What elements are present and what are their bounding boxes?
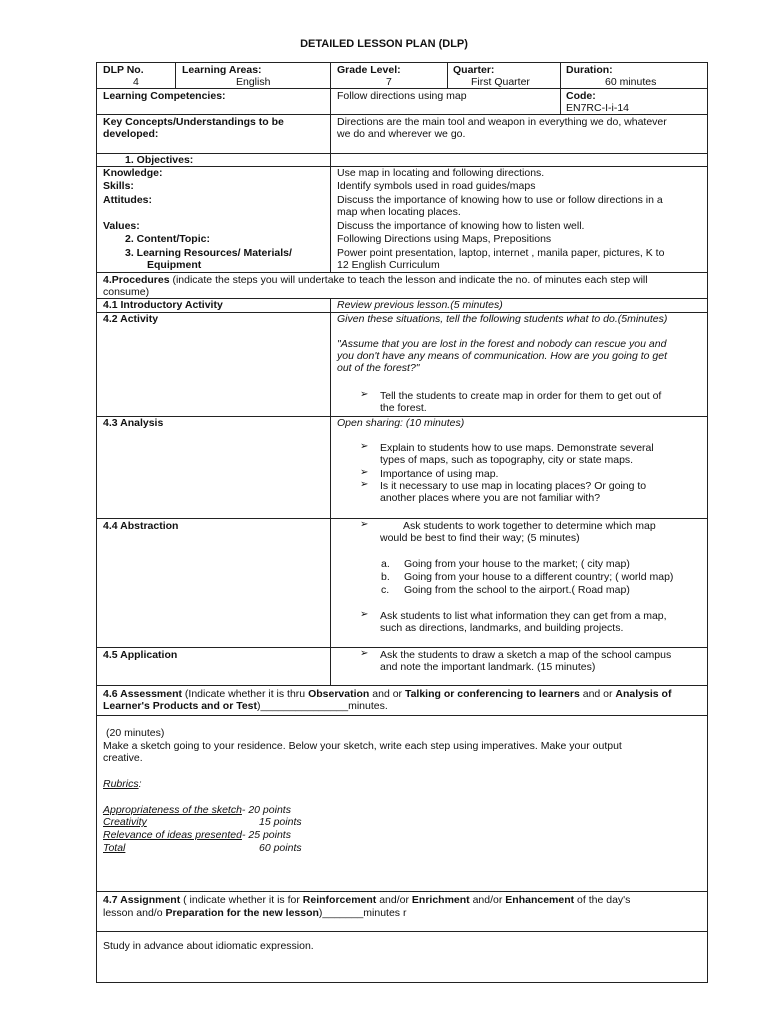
intro-activity-value: Review previous lesson.(5 minutes) <box>337 299 503 311</box>
analysis-bullet-1b: types of maps, such as topography, city or state maps. <box>380 454 634 466</box>
key-concepts-text: Directions are the main tool and weapon in everything we do, whatever <box>337 116 667 128</box>
row-divider <box>96 931 708 932</box>
analysis-bullet-1: Explain to students how to use maps. Demonstrate several <box>380 442 654 454</box>
row-divider <box>96 88 708 89</box>
abstraction-item-a: Going from your house to the market; ( city map) <box>404 558 630 570</box>
abstraction-bullet-2: Ask students to list what information they can get from a map, <box>380 610 667 622</box>
analysis-bullet-3b: another places where you are not familiar with? <box>380 492 601 504</box>
resources-value-2: 12 English Curriculum <box>337 259 440 271</box>
activity-quote-3: out of the forest?" <box>337 362 420 374</box>
assessment-task-2: creative. <box>103 752 143 764</box>
skills-label: Skills: <box>103 180 134 192</box>
rubric-row-1 <box>103 804 291 816</box>
assessment-and-or: and or <box>369 688 405 700</box>
row-divider <box>96 685 708 686</box>
abstraction-item-b: Going from your house to a different country; ( world map) <box>404 571 674 583</box>
activity-quote: "Assume that you are lost in the forest and nobody can rescue you and <box>337 338 667 350</box>
dlp-no-value: 4 <box>133 76 139 88</box>
assessment-note: (Indicate whether it is thru <box>182 688 309 700</box>
application-bullet-2: and note the important landmark. (15 minutes) <box>380 661 596 673</box>
rubric-1-points: - 20 points <box>241 804 291 816</box>
rubric-3-label: Relevance of ideas presented <box>103 829 242 841</box>
rubric-total-label: Total <box>103 842 126 854</box>
duration-label: Duration: <box>566 64 613 76</box>
assignment-and-or: and/or <box>376 894 412 906</box>
abstraction-bullet-1: Ask students to work together to determine which map <box>403 520 656 532</box>
competencies-value: Follow directions using map <box>337 90 467 102</box>
arrow-bullet-icon: ➢ <box>360 609 369 620</box>
procedures-note: (indicate the steps you will undertake to teach the lesson and indicate the no. of minutes each step will <box>169 274 648 286</box>
activity-label: 4.2 Activity <box>103 313 159 325</box>
assessment-minutes: (20 minutes) <box>106 727 165 739</box>
analysis-bullet-3: Is it necessary to use map in locating places? Or going to <box>380 480 647 492</box>
assignment-minutes-blank: )_______minutes r <box>318 907 407 919</box>
abstraction-bullet-1b: would be best to find their way; (5 minutes) <box>380 532 580 544</box>
attitudes-value: Discuss the importance of knowing how to use or follow directions in a <box>337 194 663 206</box>
application-bullet: Ask the students to draw a sketch a map of the school campus <box>380 649 672 661</box>
resources-label-2: Equipment <box>147 259 202 271</box>
arrow-bullet-icon: ➢ <box>360 519 369 530</box>
rubric-total-points: 60 points <box>259 842 302 854</box>
abstraction-item-b-marker: b. <box>381 571 390 583</box>
col-divider <box>175 62 176 88</box>
analysis-label: 4.3 Analysis <box>103 417 164 429</box>
assessment-heading-line <box>103 688 671 700</box>
assignment-reinforcement: Reinforcement <box>302 894 377 906</box>
resources-label: 3. Learning Resources/ Materials/ <box>125 247 292 259</box>
key-concepts-text-2: we do and wherever we go. <box>337 128 466 140</box>
assignment-preparation: Preparation for the new lesson <box>165 907 319 919</box>
objectives-heading: 1. Objectives: <box>125 154 194 166</box>
skills-value: Identify symbols used in road guides/maps <box>337 180 536 192</box>
code-value: EN7RC-I-i-14 <box>566 102 630 114</box>
quarter-label: Quarter: <box>453 64 495 76</box>
arrow-bullet-icon: ➢ <box>360 479 369 490</box>
row-divider <box>96 647 708 648</box>
grade-level-label: Grade Level: <box>337 64 401 76</box>
abstraction-bullet-2b: such as directions, landmarks, and building projects. <box>380 622 624 634</box>
assessment-products: Learner's Products and or Test <box>103 700 258 712</box>
procedures-heading: 4.Procedures <box>103 274 170 286</box>
row-divider <box>96 715 708 716</box>
code-label: Code: <box>566 90 596 102</box>
intro-activity-label: 4.1 Introductory Activity <box>103 299 223 311</box>
rubric-3-points: - 25 points <box>241 829 291 841</box>
col-divider <box>330 62 331 685</box>
assignment-of-day: of the day's <box>574 894 631 906</box>
assignment-heading-line <box>103 894 630 906</box>
abstraction-label: 4.4 Abstraction <box>103 520 179 532</box>
rubrics-label: Rubrics <box>103 778 139 790</box>
procedures-note-2: consume) <box>103 286 150 298</box>
arrow-bullet-icon: ➢ <box>360 389 369 400</box>
abstraction-item-a-marker: a. <box>381 558 390 570</box>
arrow-bullet-icon: ➢ <box>360 648 369 659</box>
assessment-task: Make a sketch going to your residence. Below your sketch, write each step using imperatives. Make your output <box>103 740 622 752</box>
activity-instruction: Given these situations, tell the following students what to do.(5minutes) <box>337 313 668 325</box>
competencies-label: Learning Competencies: <box>103 90 226 102</box>
assessment-talking: Talking or conferencing to learners <box>404 688 580 700</box>
arrow-bullet-icon: ➢ <box>360 441 369 452</box>
col-divider <box>560 62 561 114</box>
assessment-analysis: Analysis of <box>615 688 672 700</box>
assignment-label: 4.7 Assignment <box>103 894 181 906</box>
key-concepts-label: Key Concepts/Understandings to be <box>103 116 284 128</box>
analysis-instruction: Open sharing: (10 minutes) <box>337 417 465 429</box>
attitudes-value-2: map when locating places. <box>337 206 461 218</box>
procedures-heading-line <box>103 274 648 286</box>
assessment-and-or-2: and or <box>579 688 616 700</box>
row-divider <box>96 518 708 519</box>
assessment-observation: Observation <box>308 688 370 700</box>
assignment-task: Study in advance about idiomatic expression. <box>103 940 314 952</box>
rubric-row-3 <box>103 829 291 841</box>
content-topic-label: 2. Content/Topic: <box>125 233 210 245</box>
rubric-1-label: Appropriateness of the sketch <box>103 804 242 816</box>
document-title: DETAILED LESSON PLAN (DLP) <box>300 38 468 50</box>
duration-value: 60 minutes <box>605 76 657 88</box>
activity-bullet-2: the forest. <box>380 402 427 414</box>
assessment-heading-line-2 <box>103 700 388 712</box>
arrow-bullet-icon: ➢ <box>360 467 369 478</box>
key-concepts-label-2: developed: <box>103 128 159 140</box>
activity-bullet: Tell the students to create map in order for them to get out of <box>380 390 662 402</box>
learning-areas-label: Learning Areas: <box>182 64 262 76</box>
assignment-note: ( indicate whether it is for <box>180 894 303 906</box>
row-divider <box>96 891 708 892</box>
assignment-and-or-2: and/or <box>469 894 506 906</box>
assignment-lesson: lesson and/o <box>103 907 166 919</box>
values-label: Values: <box>103 220 140 232</box>
activity-quote-2: you don't have any means of communication. How are you going to get <box>337 350 668 362</box>
row-divider <box>96 114 708 115</box>
assessment-minutes-blank: )_______________minutes. <box>257 700 388 712</box>
knowledge-label: Knowledge: <box>103 167 163 179</box>
assignment-heading-line-2 <box>103 907 406 919</box>
resources-value: Power point presentation, laptop, internet , manila paper, pictures, K to <box>337 247 665 259</box>
abstraction-item-c-marker: c. <box>381 584 390 596</box>
values-value: Discuss the importance of knowing how to listen well. <box>337 220 585 232</box>
rubrics-colon: : <box>138 778 142 790</box>
rubric-2-points: 15 points <box>259 816 302 828</box>
rubric-2-label: Creativity <box>103 816 147 828</box>
content-topic-value: Following Directions using Maps, Prepositions <box>337 233 552 245</box>
rubrics-heading <box>103 778 142 790</box>
knowledge-value: Use map in locating and following directions. <box>337 167 545 179</box>
dlp-no-label: DLP No. <box>103 64 144 76</box>
application-label: 4.5 Application <box>103 649 178 661</box>
abstraction-item-c: Going from the school to the airport.( Road map) <box>404 584 630 596</box>
assignment-enhancement: Enhancement <box>505 894 575 906</box>
assignment-enrichment: Enrichment <box>411 894 470 906</box>
assessment-label: 4.6 Assessment <box>103 688 182 700</box>
analysis-bullet-2: Importance of using map. <box>380 468 499 480</box>
attitudes-label: Attitudes: <box>103 194 152 206</box>
col-divider <box>447 62 448 88</box>
learning-areas-value: English <box>236 76 271 88</box>
grade-level-value: 7 <box>386 76 392 88</box>
quarter-value: First Quarter <box>471 76 530 88</box>
